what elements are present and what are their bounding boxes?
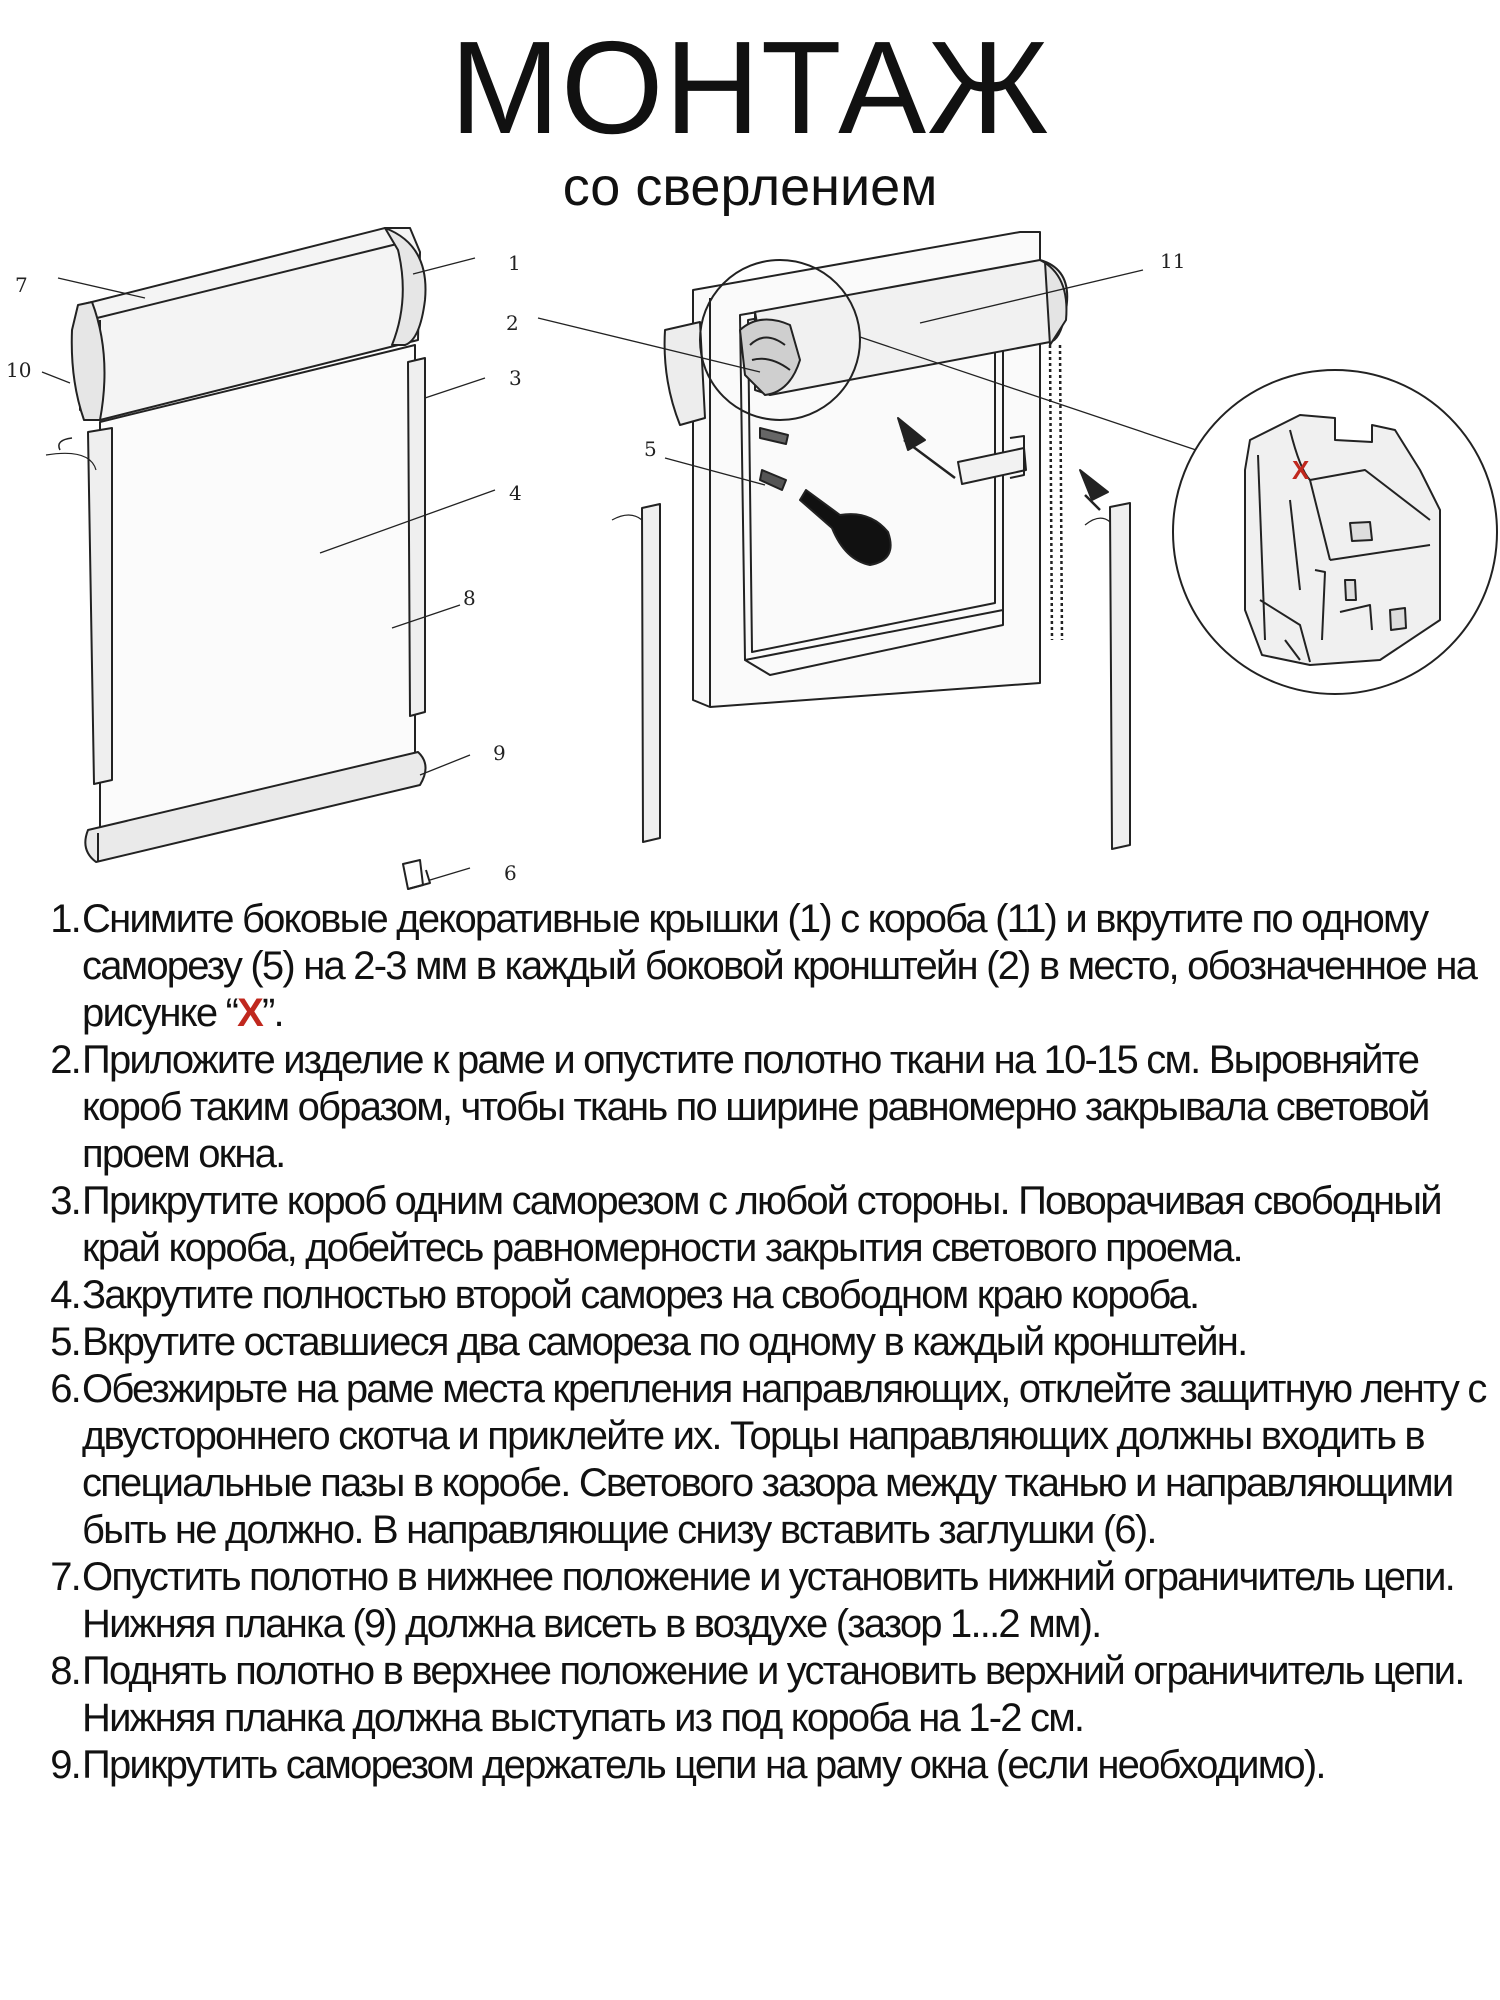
label-7: 7 — [15, 273, 28, 297]
label-3: 3 — [509, 366, 522, 390]
page-subtitle: со сверлением — [562, 157, 938, 217]
step-text: Прикрутить саморезом держатель цепи на раму окна (если необходимо). — [82, 1743, 1325, 1787]
label-5: 5 — [644, 437, 657, 461]
detail-x-mark: X — [1292, 455, 1310, 485]
step-number: 4. — [50, 1273, 80, 1317]
step-text: Прикрутите короб одним саморезом с любой стороны. Поворачивая свободный край короба, добейтесь равномерности закрытия светового проема. — [82, 1179, 1441, 1270]
guide-rail-left — [88, 428, 112, 784]
guide-rail-right — [408, 358, 425, 716]
end-plug — [403, 860, 423, 889]
label-2: 2 — [506, 311, 519, 335]
step-text: Обезжирьте на раме места крепления направляющих, отклейте защитную ленту с двустороннего скотча и приклейте их. Торцы направляющих должны входить в специальные пазы в коробе. Светового зазора между тканью и направляющими быть не должно. В направляющие снизу вставить заглушки (6). — [82, 1367, 1486, 1552]
instruction-list — [30, 896, 1495, 1789]
step-number: 9. — [50, 1743, 80, 1787]
instruction-step — [30, 1037, 1495, 1178]
step-number: 1. — [50, 897, 80, 941]
step-number: 7. — [50, 1555, 80, 1599]
instruction-step — [30, 1178, 1495, 1272]
step-text: Вкрутите оставшиеся два самореза по одному в каждый кронштейн. — [82, 1320, 1247, 1364]
installation-diagram — [0, 215, 1500, 895]
instruction-step — [30, 1554, 1495, 1648]
instruction-step — [30, 1272, 1495, 1319]
step-number: 6. — [50, 1367, 80, 1411]
x-mark: X — [237, 991, 262, 1035]
step-number: 8. — [50, 1649, 80, 1693]
instruction-step — [30, 1319, 1495, 1366]
instruction-step — [30, 1742, 1495, 1789]
left-blind-assembly — [42, 228, 495, 889]
label-6: 6 — [504, 861, 517, 885]
step-text: Опустить полотно в нижнее положение и установить нижний ограничитель цепи. Нижняя планка (9) должна висеть в воздухе (зазор 1...2 мм). — [82, 1555, 1454, 1646]
label-10: 10 — [6, 358, 32, 382]
window-assembly — [538, 232, 1202, 849]
label-8: 8 — [463, 586, 476, 610]
page-title: МОНТАЖ — [449, 14, 1051, 161]
bracket-detail — [1173, 370, 1497, 694]
step-text: Снимите боковые декоративные крышки (1) с короба (11) и вкрутите по одному саморезу (5) на 2-3 мм в каждый боковой кронштейн (2) в место, обозначенное на рисунке “X”. — [82, 897, 1477, 1035]
step-text: Поднять полотно в верхнее положение и установить верхний ограничитель цепи. Нижняя планка должна выступать из под короба на 1-2 см. — [82, 1649, 1464, 1740]
instruction-step — [30, 896, 1495, 1037]
label-1: 1 — [508, 251, 521, 275]
step-number: 5. — [50, 1320, 80, 1364]
label-9: 9 — [493, 741, 506, 765]
guide-rail-left-mid — [642, 504, 660, 842]
step-number: 3. — [50, 1179, 80, 1223]
chain — [1050, 345, 1052, 640]
label-4: 4 — [509, 481, 522, 505]
step-text: Приложите изделие к раме и опустите полотно ткани на 10-15 см. Выровняйте короб таким образом, чтобы ткань по ширине равномерно закрывала световой проем окна. — [82, 1038, 1429, 1176]
step-text: Закрутите полностью второй саморез на свободном краю короба. — [82, 1273, 1199, 1317]
label-11: 11 — [1160, 249, 1186, 273]
guide-rail-right-mid — [1110, 503, 1130, 849]
step-number: 2. — [50, 1038, 80, 1082]
instruction-step — [30, 1648, 1495, 1742]
instruction-step — [30, 1366, 1495, 1554]
